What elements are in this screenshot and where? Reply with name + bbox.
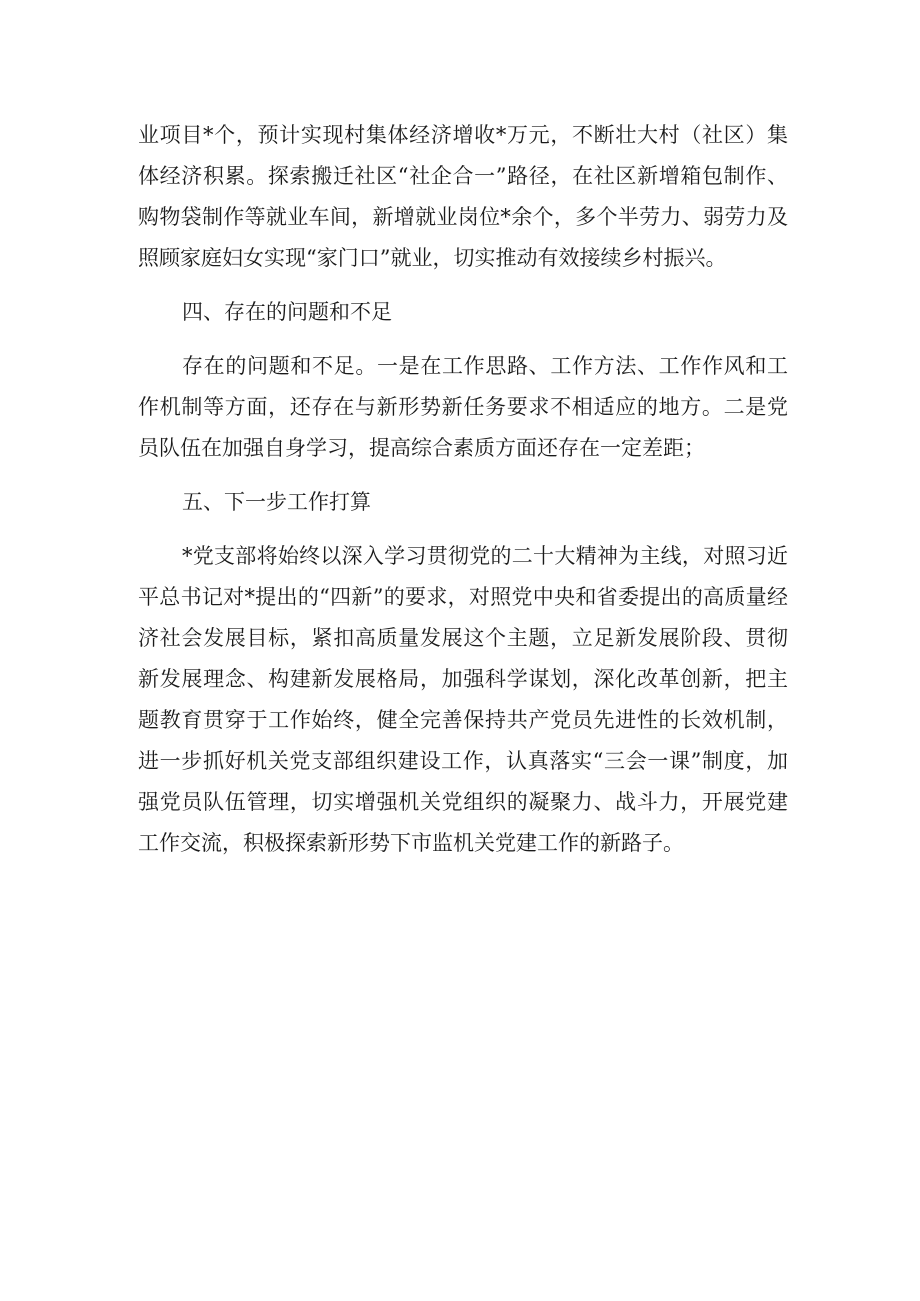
paragraph-next-steps: *党支部将始终以深入学习贯彻党的二十大精神为主线，对照习近平总书记对*提出的“四新”的要求，对照党中央和省委提出的高质量经济社会发展目标，紧扣高质量发展这个主题，立足新发展阶段、贯彻新发展理念、构建新发展格局，加强科学谋划，深化改革创新，把主题教育贯穿于工作始终，健全完善保持共产党员先进性的长效机制，进一步抓好机关党支部组织建设工作，认真落实“三会一课”制度，加强党员队伍管理，切实增强机关党组织的凝聚力、战斗力，开展党建工作交流，积极探索新形势下市监机关党建工作的新路子。 [138, 544, 788, 855]
section-heading-problems: 四、存在的问题和不足 [182, 300, 392, 324]
paragraph-collective-economy: 业项目*个，预计实现村集体经济增收*万元，不断壮大村（社区）集体经济积累。探索搬迁社区“社企合一”路径，在社区新增箱包制作、购物袋制作等就业车间，新增就业岗位*余个，多个半劳力、弱劳力及照顾家庭妇女实现“家门口”就业，切实推动有效接续乡村振兴。 [138, 123, 788, 270]
document-body [138, 115, 788, 877]
section-heading-next-steps: 五、下一步工作打算 [182, 490, 371, 514]
paragraph-problems: 存在的问题和不足。一是在工作思路、工作方法、工作作风和工作机制等方面，还存在与新形势新任务要求不相适应的地方。二是党员队伍在加强自身学习，提高综合素质方面还存在一定差距； [138, 354, 788, 460]
